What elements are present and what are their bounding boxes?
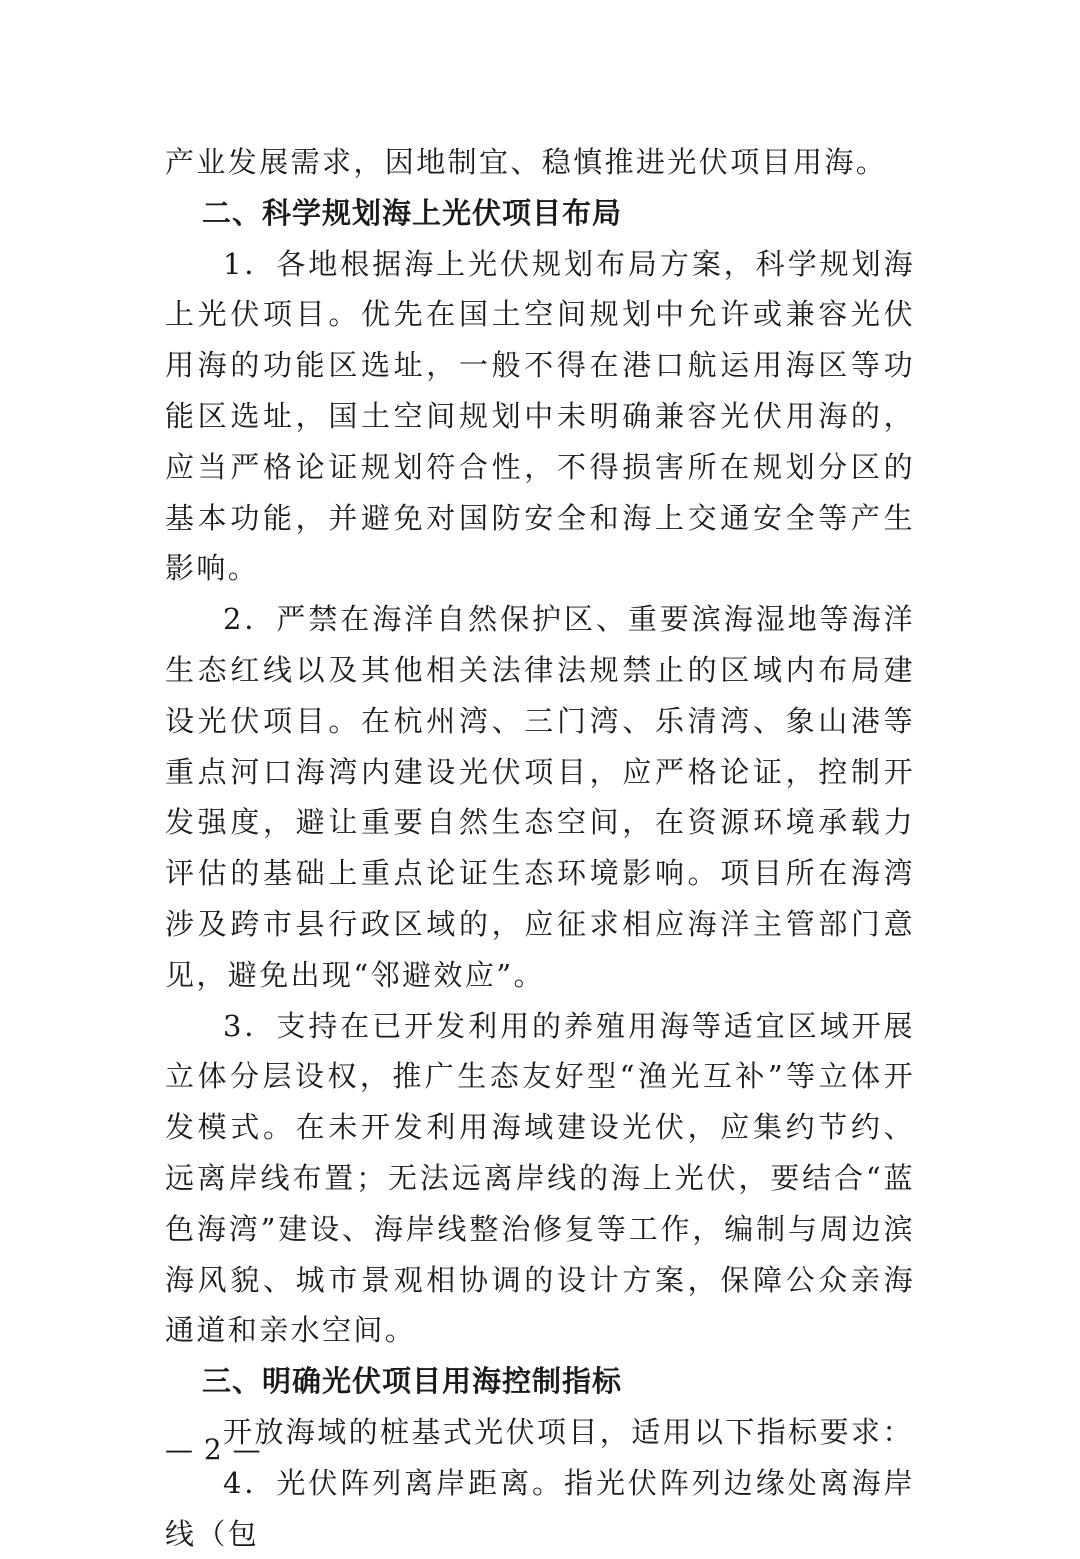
- paragraph-continuation: 产业发展需求，因地制宜、稳慎推进光伏项目用海。: [165, 145, 888, 179]
- paragraph-item-4: 4．光伏阵列离岸距离。指光伏阵列边缘处离海岸线（包: [165, 1465, 915, 1551]
- section-heading-3: 三、明确光伏项目用海控制指标: [202, 1364, 623, 1399]
- paragraph-item-3: 3．支持在已开发利用的养殖用海等适宜区域开展立体分层设权，推广生态友好型“渔光互补”等立体开发模式。在未开发利用海域建设光伏，应集约节约、远离岸线布置；无法远离岸线的海上光伏，要结合“蓝色海湾”建设、海岸线整治修复等工作，编制与周边滨海风貌、城市景观相协调的设计方案，保障公众亲海通道和亲水空间。: [165, 1008, 915, 1348]
- document-page: [165, 137, 915, 1559]
- paragraph-item-2: 2．严禁在海洋自然保护区、重要滨海湿地等海洋生态红线以及其他相关法律法规禁止的区域内布局建设光伏项目。在杭州湾、三门湾、乐清湾、象山港等重点河口海湾内建设光伏项目，应严格论证，控制开发强度，避让重要自然生态空间，在资源环境承载力评估的基础上重点论证生态环境影响。项目所在海湾涉及跨市县行政区域的，应征求相应海洋主管部门意见，避免出现“邻避效应”。: [165, 602, 915, 992]
- page-number: — 2 —: [165, 1433, 262, 1466]
- paragraph-intro: 开放海域的桩基式光伏项目，适用以下指标要求：: [223, 1414, 914, 1449]
- paragraph-item-1: 1．各地根据海上光伏规划布局方案，科学规划海上光伏项目。优先在国土空间规划中允许或兼容光伏用海的功能区选址，一般不得在港口航运用海区等功能区选址，国土空间规划中未明确兼容光伏用海的，应当严格论证规划符合性，不得损害所在规划分区的基本功能，并避免对国防安全和海上交通安全等产生影响。: [165, 246, 915, 586]
- section-heading-2: 二、科学规划海上光伏项目布局: [202, 195, 623, 230]
